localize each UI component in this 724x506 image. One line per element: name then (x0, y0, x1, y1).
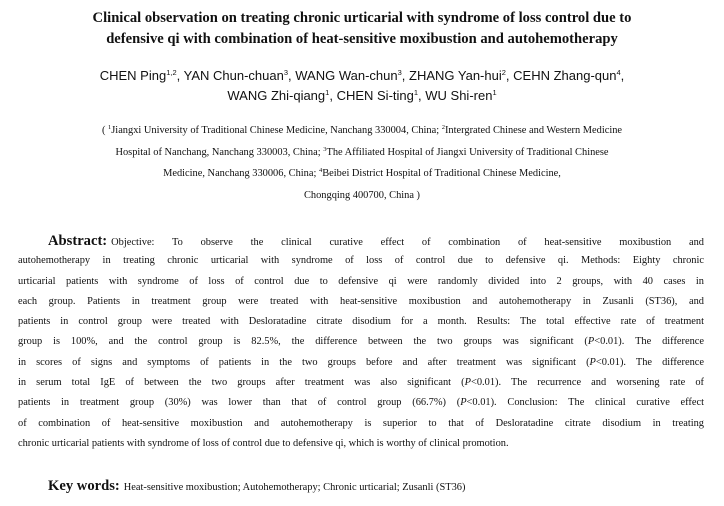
author: CHEN Si-ting$^1$, (336, 88, 426, 103)
author: ZHANG Yan-hui$^2$, (409, 68, 514, 83)
abstract-line: autohemotherapy in treating chronic urticarial with syndrome of loss of control due to defensive qi. Methods: Eighty chronic (18, 255, 704, 267)
author-line-2 (10, 86, 714, 106)
abstract-line: patients in treatment group (30%) was lower than that of control group (66.7%) (P<0.01). Conclusion: The clinical curative effect (18, 397, 704, 409)
abstract-line: urticarial patients with syndrome of loss of control due to defensive qi were randomly divided into 2 groups, with 40 cases in (18, 275, 704, 287)
paper-title (10, 8, 714, 50)
affiliations (18, 120, 706, 206)
abstract-line: chronic urticarial patients with syndrome of loss of control due to defensive qi, which is worthy of clinical promotion. (18, 437, 509, 449)
keywords (48, 476, 708, 498)
author: WANG Zhi-qiang$^1$, (227, 88, 337, 103)
affiliation-line-1: ( $^1$Jiangxi University of Traditional Chinese Medicine, Nanchang 330004, China; $^2$Intergrated Chinese and Western Medicine (101, 124, 623, 136)
abstract-line: Abstract: Objective: To observe the clinical curative effect of combination of heat-sensitive moxibustion and (48, 233, 704, 249)
abstract-line: patients in control group were treated with Desloratadine citrate disodium for a month. Results: The total effective rate of treatment (18, 316, 704, 328)
abstract-line: in serum total IgE of between the two groups after treatment was also significant (P<0.01). The recurrence and worsening rate of (18, 377, 704, 389)
author: YAN Chun-chuan$^3$, (183, 68, 296, 83)
author-list (10, 66, 714, 106)
affiliation-line-2: Hospital of Nanchang, Nanchang 330003, China; $^3$The Affiliated Hospital of Jiangxi University of Traditional Chinese (115, 145, 609, 158)
author: CEHN Zhang-qun$^4$, (513, 68, 625, 83)
author-line-1 (10, 66, 714, 86)
keywords-text: Heat-sensitive moxibustion; Autohemotherapy; Chronic urticarial; Zusanli (ST36) (123, 482, 466, 493)
affiliation-line-4: Chongqing 400700, China ) (303, 189, 421, 201)
author: CHEN Ping$^{1,2}$, (99, 68, 184, 83)
author: WANG Wan-chun$^3$, (295, 68, 409, 83)
abstract-line: of combination of heat-sensitive moxibustion and autohemotherapy is superior to that of Desloratadine citrate disodium in treating (18, 417, 704, 429)
author: WU Shi-ren$^1$ (425, 88, 497, 103)
abstract-line: group is 100%, and the control group is 82.5%, the difference between the two groups was significant (P<0.01). The difference (18, 336, 705, 348)
abstract (18, 231, 704, 454)
abstract-line: in scores of signs and symptoms of patients in the two groups before and after treatment was significant (P<0.01). The difference (18, 356, 704, 368)
keywords-label: Key words: (48, 478, 120, 494)
title-line-2: defensive qi with combination of heat-sensitive moxibustion and autohemotherapy (106, 31, 618, 47)
affiliation-line-3: Medicine, Nanchang 330006, China; $^4$Beibei District Hospital of Traditional Chinese Medicine, (163, 167, 561, 179)
abstract-label: Abstract: (48, 233, 108, 249)
title-line-1: Clinical observation on treating chronic urticarial with syndrome of loss control due to (92, 10, 632, 26)
abstract-line: each group. Patients in treatment group were treated with heat-sensitive moxibustion and autohemotherapy in Zusanli (ST36), and (18, 295, 704, 307)
